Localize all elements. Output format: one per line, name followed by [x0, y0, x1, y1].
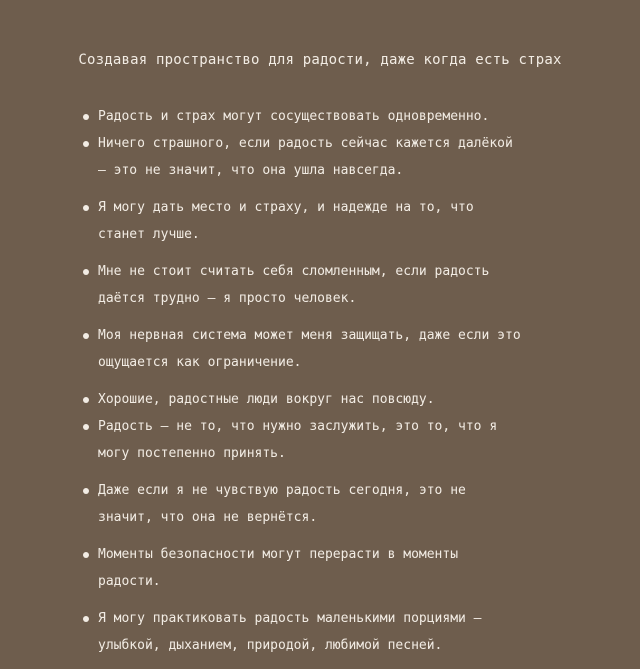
list-item [80, 541, 580, 595]
list-item-text: значит, что она не вернётся. [98, 510, 318, 525]
list-item-text: радости. [98, 574, 161, 589]
list-item-text: Радость — не то, что нужно заслужить, это то, что я [98, 419, 498, 434]
list-item-text: Моя нервная система может меня защищать, даже если это [98, 328, 521, 343]
list-item-text: могу постепенно принять. [98, 446, 286, 461]
list-item-text: Ничего страшного, если радость сейчас кажется далёкой [98, 136, 513, 151]
list-item-text: Я могу дать место и страху, и надежде на то, что [98, 200, 474, 215]
list-item [80, 194, 580, 248]
list-item-text: Хорошие, радостные люди вокруг нас повсюду. [98, 392, 435, 407]
list-item-text: Даже если я не чувствую радость сегодня, это не [98, 483, 466, 498]
list-item [80, 130, 580, 184]
list-item [80, 103, 580, 130]
affirmation-list [80, 103, 580, 669]
list-item [80, 322, 580, 376]
list-item-text: Радость и страх могут сосуществовать одновременно. [98, 109, 490, 124]
list-item-text: улыбкой, дыханием, природой, любимой песней. [98, 638, 443, 653]
list-item-text: — это не значит, что она ушла навсегда. [98, 163, 404, 178]
page-title: Создавая пространство для радости, даже когда есть страх [78, 52, 562, 68]
list-item-text: Мне не стоит считать себя сломленным, если радость [98, 264, 490, 279]
list-item-text: Моменты безопасности могут перерасти в моменты [98, 547, 459, 562]
list-item [80, 413, 580, 467]
list-item-text: Я могу практиковать радость маленькими порциями — [98, 611, 482, 626]
list-item-text: станет лучше. [98, 227, 200, 242]
list-item [80, 605, 580, 659]
list-item [80, 477, 580, 531]
list-item [80, 386, 580, 413]
list-item-text: даётся трудно — я просто человек. [98, 291, 357, 306]
list-item [80, 258, 580, 312]
list-item-text: ощущается как ограничение. [98, 355, 302, 370]
